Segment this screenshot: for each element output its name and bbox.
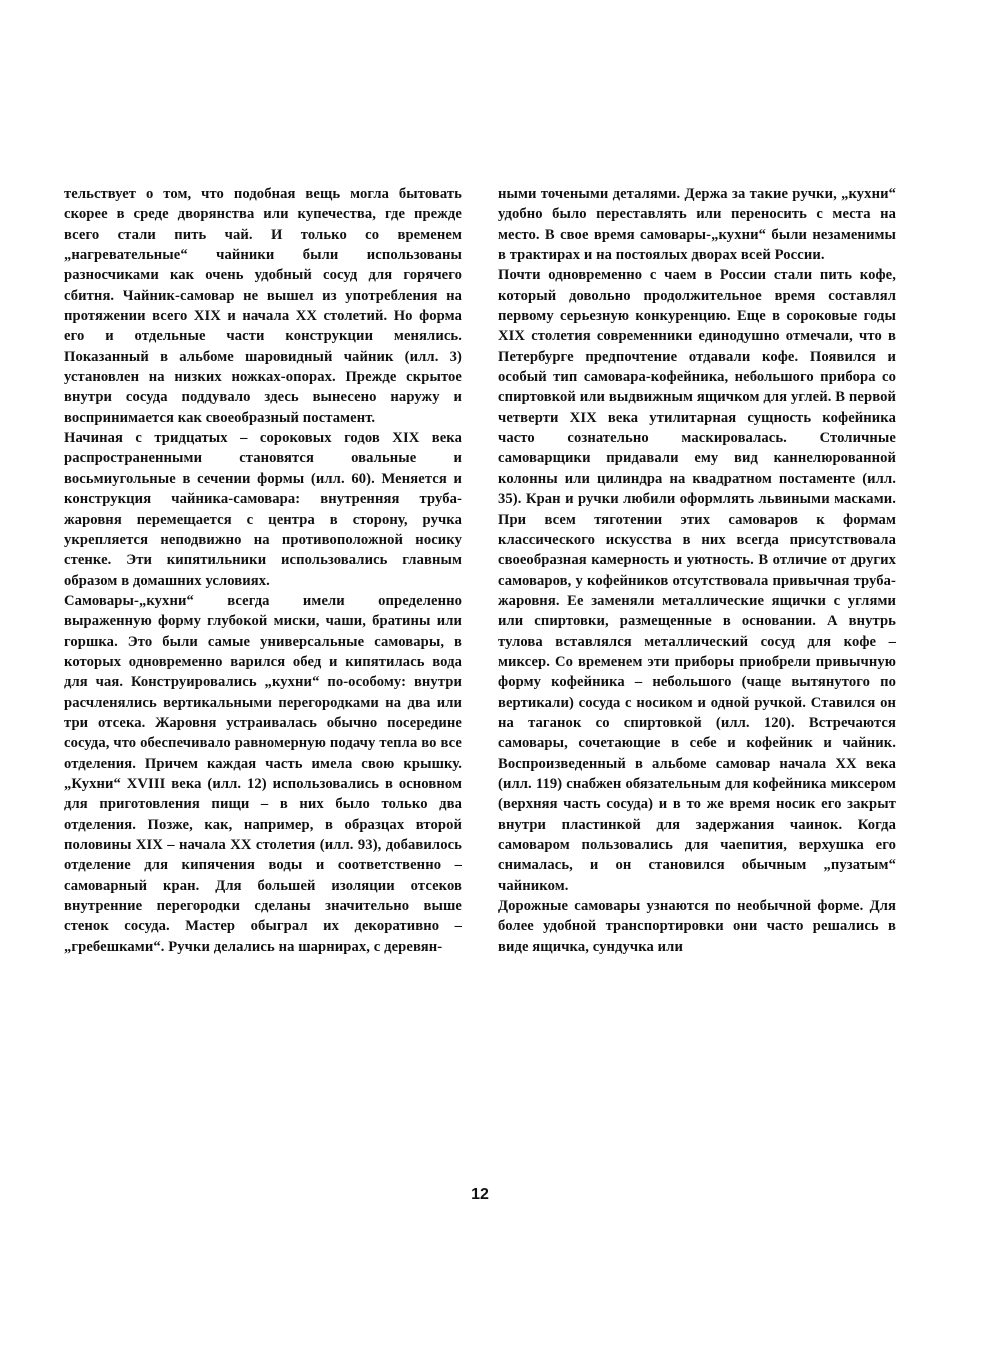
page-number: 12 <box>471 1186 489 1203</box>
paragraph: Начиная с тридцатых – сороковых годов XIX века распространенными становятся овальные и восьмиугольные в сечении формы (илл. 60). Меняется и конструкция чайника-самовара: внутренняя труба-жаровня перемещается с центра в сторону, ручка укрепляется неподвижно на противоположной носику стенке. Эти кипятильники использовались главным образом в домашних условиях. <box>64 430 462 589</box>
paragraph: Самовары-„кухни“ всегда имели определенно выраженную форму глубокой миски, чаши, братины или горшка. Это были самые универсальные самовары, в которых одновременно варился обед и кипятилась вода для чая. Конструировались „кухни“ по-особому: внутри расчленялись вертикальными перегородками на два или три отсека. Жаровня устраивалась обычно посередине сосуда, что обеспечивало равномерную подачу тепла во все отделения. Причем каждая часть имела свою крышку. „Кухни“ XVIII века (илл. 12) использовались в основном для приготовления пищи – в них было только два отделения. Позже, как, например, в образцах второй половины XIX – начала XX столетия (илл. 93), добавилось отделение для кипячения воды и соответственно – самоварный кран. Для большей изоляции отсеков внутренние перегородки сделаны значительно выше стенок сосуда. Мастер обыграл их декоративно – „гребешками“. Ручки делались на шарнирах, с деревян- <box>64 592 462 955</box>
paragraph: тельствует о том, что подобная вещь могла бытовать скорее в среде дворянства или купечества, где прежде всего стали пить чай. И только со временем „нагревательные“ чайники были использованы разносчиками как очень удобный сосуд для горячего сбитня. Чайник-самовар не вышел из употребления на протяжении всего XIX и начала XX столетий. Но форма его и отдельные части конструкции менялись. Показанный в альбоме шаровидный чайник (илл. 3) установлен на низких ножках-опорах. Прежде скрытое внутри сосуда поддувало здесь вынесено наружу и воспринимается как своеобразный постамент. <box>64 186 462 426</box>
paragraph: Почти одновременно с чаем в России стали пить кофе, который довольно продолжительное время составлял первому серьезную конкуренцию. Еще в сороковые годы XIX столетия современники единодушно отмечали, что в Петербурге предпочтение отдавали кофе. Появился и особый тип самовара-кофейника, небольшого прибора со спиртовкой или выдвижным ящичком для углей. В первой четверти XIX века утилитарная сущность кофейника часто сознательно маскировалась. Столичные самоварщики придавали ему вид каннелюрованной колонны или цилиндра на квадратном постаменте (илл. 35). Кран и ручки любили оформлять львиными масками. При всем тяготении этих самоваров к формам классического искусства в них всегда присутствовала своеобразная камерность и уютность. В отличие от других самоваров, у кофейников отсутствовала привычная труба-жаровня. Ее заменяли металлические ящички с углями или спиртовки, размещенные в основании. А внутрь тулова вставлялся металлический сосуд для кофе – миксер. Со временем эти приборы приобрели привычную форму кофейника – небольшого (чаще вытянутого по вертикали) сосуда с носиком и одной ручкой. Ставился он на таганок со спиртовкой (илл. 120). Встречаются самовары, сочетающие в себе и кофейник и чайник. Воспроизведенный в альбоме самовар начала XX века (илл. 119) снабжен обязательным для кофейника миксером (верхняя часть сосуда) и в то же время носик его закрыт внутри пластинкой для задержания чаинок. Когда самоваром пользовались для чаепития, верхушка его снималась, и он становился обычным „пузатым“ чайником. <box>498 267 896 894</box>
text-column-left <box>64 184 462 957</box>
text-column-right <box>498 184 896 957</box>
paragraph: Дорожные самовары узнаются по необычной форме. Для более удобной транспортировки они часто решались в виде ящичка, сундучка или <box>498 898 896 955</box>
paragraph: ными точеными деталями. Держа за такие ручки, „кухни“ удобно было переставлять или переносить с места на место. В свое время самовары-„кухни“ были незаменимы в трактирах и на постоялых дворах всей России. <box>498 186 896 264</box>
